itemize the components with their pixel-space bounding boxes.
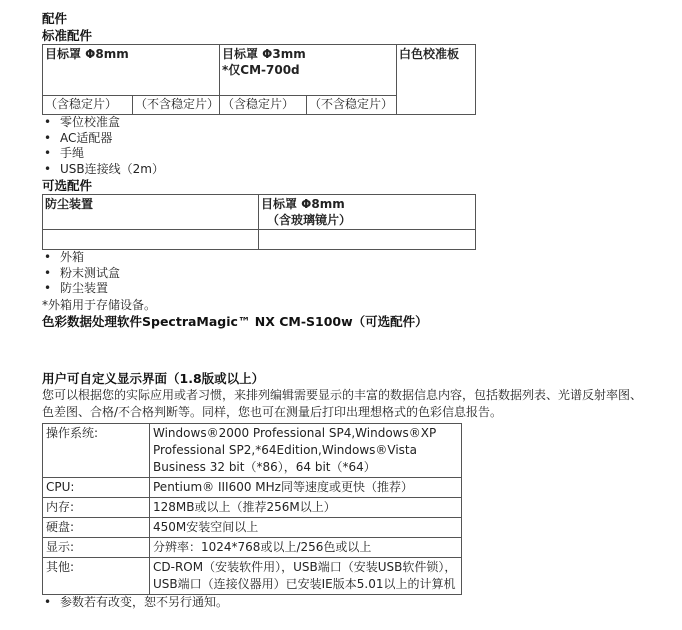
- standard-accessories-heading: 标准配件: [42, 28, 93, 43]
- list-item: • 防尘装置: [60, 281, 642, 297]
- sub-cell-without-stabilizer: （不含稳定片）: [307, 96, 397, 115]
- sub-cell-with-stabilizer: （含稳定片）: [43, 96, 133, 115]
- spec-key: 操作系统:: [43, 423, 150, 477]
- sub-cell-without-stabilizer: （不含稳定片）: [133, 96, 220, 115]
- table-row: [43, 517, 462, 537]
- list-item: • AC适配器: [60, 131, 642, 147]
- spec-value: 分辨率：1024*768或以上/256色或以上: [150, 537, 462, 557]
- list-item: • 零位校准盒: [60, 115, 642, 131]
- table-row: [43, 423, 462, 477]
- dust-cover-header: 防尘装置: [43, 195, 259, 230]
- optional-accessories-heading: 可选配件: [42, 178, 93, 193]
- empty-cell: [43, 230, 259, 250]
- spec-key: CPU:: [43, 477, 150, 497]
- spec-key: 显示:: [43, 537, 150, 557]
- ui-description: 您可以根据您的实际应用或者习惯，来排列编辑需要显示的丰富的数据信息内容，包括数据列表、光谱反射率图、色差图、合格/不合格判断等。同样，您也可在测量后打印出理想格式的色彩信息报告。: [42, 387, 643, 419]
- ui-heading: 用户可自定义显示界面（1.8版或以上）: [42, 370, 265, 386]
- spec-value: CD-ROM（安装软件用），USB端口（安装USB软件锁），USB端口（连接仪器用）已安装IE版本5.01以上的计算机: [150, 557, 462, 594]
- case-note: *外箱用于存储设备。: [42, 297, 157, 312]
- white-calibration-plate-header: 白色校准板: [397, 45, 476, 115]
- empty-cell: [259, 230, 476, 250]
- optional-accessories-list: [42, 250, 642, 297]
- spec-value: Pentium® III600 MHz同等速度或更快（推荐）: [150, 477, 462, 497]
- list-item: • USB连接线（2m）: [60, 162, 642, 178]
- table-row: [43, 557, 462, 594]
- list-item: • 外箱: [60, 250, 642, 266]
- content: [42, 10, 642, 610]
- spec-value: 128MB或以上（推荐256M以上）: [150, 497, 462, 517]
- system-requirements-table: [42, 423, 462, 595]
- list-item: • 粉末测试盒: [60, 266, 642, 282]
- standard-accessories-table: [42, 44, 476, 115]
- list-item: • 参数若有改变，恕不另行通知。: [60, 595, 642, 611]
- accessories-heading: 配件: [42, 11, 68, 26]
- optional-accessories-table: [42, 194, 476, 250]
- software-heading: 色彩数据处理软件SpectraMagic™ NX CM-S100w（可选配件）: [42, 313, 428, 329]
- table-row: [43, 497, 462, 517]
- sub-cell-with-stabilizer: （含稳定片）: [220, 96, 307, 115]
- footer-list: [42, 595, 642, 611]
- list-item: • 手绳: [60, 146, 642, 162]
- target-mask-3mm-header: 目标罩 Φ3mm *仅CM-700d: [220, 45, 397, 96]
- spec-value: Windows®2000 Professional SP4,Windows®XP Professional SP2,*64Edition,Windows®Vista Business 32 bit（*86），64 bit（*64）: [150, 423, 462, 477]
- standard-accessories-list: [42, 115, 642, 177]
- table-row: [43, 477, 462, 497]
- target-mask-8mm-header: 目标罩 Φ8mm: [43, 45, 220, 96]
- spec-key: 硬盘:: [43, 517, 150, 537]
- spec-key: 内存:: [43, 497, 150, 517]
- target-mask-glass-header: 目标罩 Φ8mm （含玻璃镜片）: [259, 195, 476, 230]
- spec-value: 450M安装空间以上: [150, 517, 462, 537]
- spec-key: 其他:: [43, 557, 150, 594]
- table-row: [43, 537, 462, 557]
